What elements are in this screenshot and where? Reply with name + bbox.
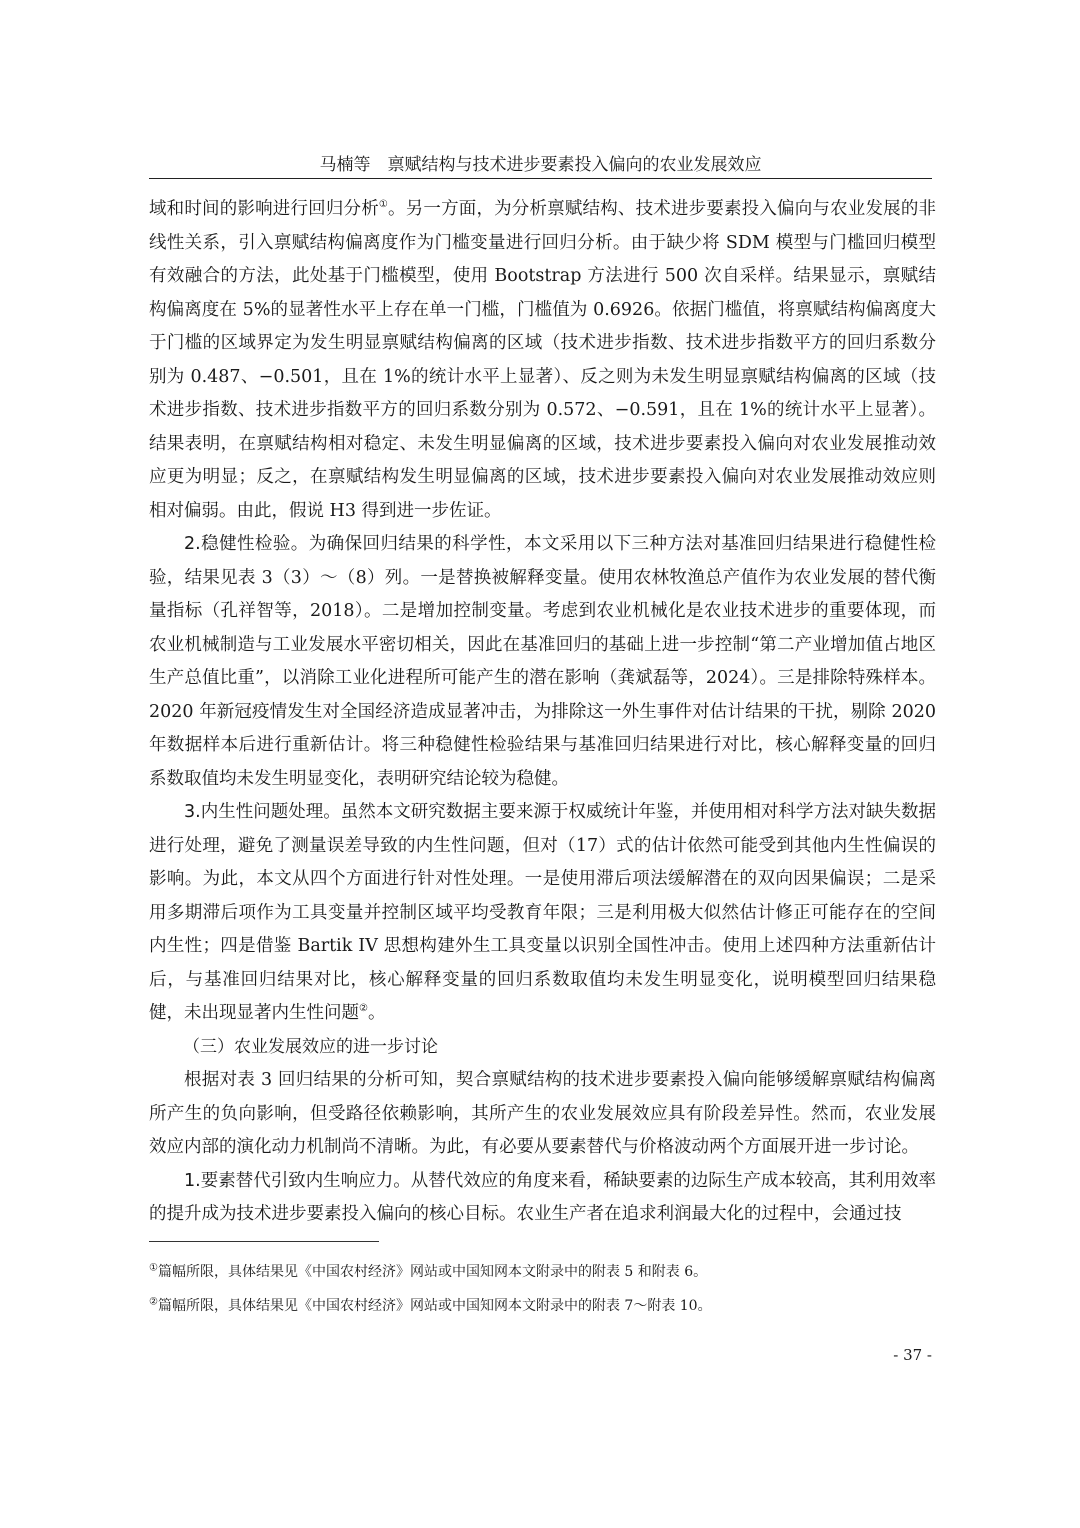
footnote-ref-1[interactable]: ① xyxy=(378,199,389,211)
header-rule xyxy=(149,178,932,179)
running-header: 马楠等 禀赋结构与技术进步要素投入偏向的农业发展效应 xyxy=(319,155,762,175)
intro-paragraph: 域和时间的影响进行回归分析①。另一方面，为分析禀赋结构、技术进步要素投入偏向与农业发展的非线性关系，引入禀赋结构偏离度作为门槛变量进行回归分析。由于缺少将 SDM 模型与门槛回归模型有效融合的方法，此处基于门槛模型，使用 Bootstrap 方法进行 500 次自采样。结果显示，禀赋结构偏离度在 5%的显著性水平上存在单一门槛，门槛值为 0.6926。依据门槛值，将禀赋结构偏离度大于门槛的区域界定为发生明显禀赋结构偏离的区域（技术进步指数、技术进步指数平方的回归系数分别为 0.487、−0.501，且在 1%的统计水平上显著）、反之则为未发生明显禀赋结构偏离的区域（技术进步指数、技术进步指数平方的回归系数分别为 0.572、−0.591，且在 1%的统计水平上显著）。结果表明，在禀赋结构相对稳定、未发生明显偏离的区域，技术进步要素投入偏向对农业发展推动效应更为明显；反之，在禀赋结构发生明显偏离的区域，技术进步要素投入偏向对农业发展推动效应则相对偏弱。由此，假说 H3 得到进一步佐证。 xyxy=(149,199,937,521)
substitution-heading: 1.要素替代引致内生响应力。 xyxy=(184,1170,411,1191)
body-text xyxy=(149,193,936,1232)
endogeneity-paragraph: 3.内生性问题处理。虽然本文研究数据主要来源于权威统计年鉴，并使用相对科学方法对缺失数据进行处理，避免了测量误差导致的内生性问题，但对（17）式的估计依然可能受到其他内生性偏误的影响。为此，本文从四个方面进行针对性处理。一是使用滞后项法缓解潜在的双向因果偏误；二是采用多期滞后项作为工具变量并控制区域平均受教育年限；三是利用极大似然估计修正可能存在的空间内生性；四是借鉴 Bartik IV 思想构建外生工具变量以识别全国性冲击。使用上述四种方法重新估计后，与基准回归结果对比，核心解释变量的回归系数取值均未发生明显变化，说明模型回归结果稳健，未出现显著内生性问题②。 xyxy=(149,802,936,1023)
footnote-2: ②篇幅所限，具体结果见《中国农村经济》网站或中国知网本文附录中的附表 7～附表 10。 xyxy=(149,1296,712,1314)
substitution-paragraph: 1.要素替代引致内生响应力。从替代效应的角度来看，稀缺要素的边际生产成本较高，其利用效率的提升成为技术进步要素投入偏向的核心目标。农业生产者在追求利润最大化的过程中，会通过技 xyxy=(149,1170,936,1224)
footnote-rule xyxy=(149,1241,379,1242)
endogeneity-heading: 3.内生性问题处理。 xyxy=(184,802,341,822)
section-intro-paragraph: 根据对表 3 回归结果的分析可知，契合禀赋结构的技术进步要素投入偏向能够缓解禀赋结构偏离所产生的负向影响，但受路径依赖影响，其所产生的农业发展效应具有阶段差异性。然而，农业发展效应内部的演化动力机制尚不清晰。为此，有必要从要素替代与价格波动两个方面展开进一步讨论。 xyxy=(149,1070,936,1157)
robustness-paragraph: 2.稳健性检验。为确保回归结果的科学性，本文采用以下三种方法对基准回归结果进行稳健性检验，结果见表 3（3）～（8）列。一是替换被解释变量。使用农林牧渔总产值作为农业发展的替代衡量指标（孔祥智等，2018）。二是增加控制变量。考虑到农业机械化是农业技术进步的重要体现，而农业机械制造与工业发展水平密切相关，因此在基准回归的基础上进一步控制“第二产业增加值占地区生产总值比重”，以消除工业化进程所可能产生的潜在影响（龚斌磊等，2024）。三是排除特殊样本。2020 年新冠疫情发生对全国经济造成显著冲击，为排除这一外生事件对估计结果的干扰，剔除 2020 年数据样本后进行重新估计。将三种稳健性检验结果与基准回归结果进行对比，核心解释变量的回归系数取值均未发生明显变化，表明研究结论较为稳健。 xyxy=(149,534,937,789)
section-heading: （三）农业发展效应的进一步讨论 xyxy=(183,1036,438,1057)
robustness-heading: 2.稳健性检验。 xyxy=(184,534,309,554)
footnote-1: ①篇幅所限，具体结果见《中国农村经济》网站或中国知网本文附录中的附表 5 和附表 6。 xyxy=(149,1262,708,1280)
footnote-ref-2[interactable]: ② xyxy=(359,1003,368,1015)
footnotes xyxy=(149,1262,936,1330)
page-number: - 37 - xyxy=(893,1346,932,1364)
